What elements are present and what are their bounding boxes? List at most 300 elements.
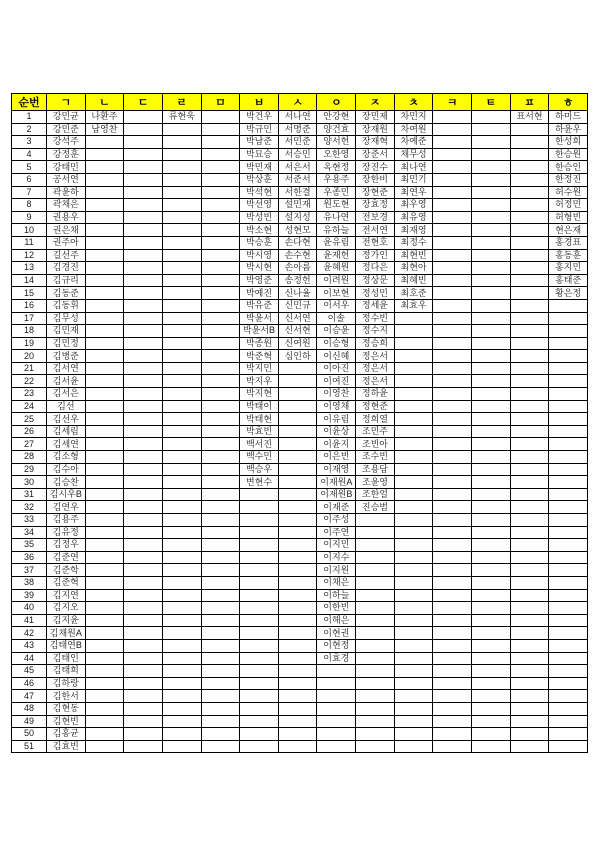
name-cell: [356, 639, 395, 652]
name-cell: [85, 186, 124, 199]
table-row: [12, 539, 588, 552]
name-cell: [356, 677, 395, 690]
name-cell: [510, 224, 549, 237]
name-cell: 정다은: [356, 262, 395, 275]
name-cell: [124, 173, 163, 186]
name-cell: [85, 715, 124, 728]
name-cell: [85, 627, 124, 640]
name-cell: 김준연: [47, 551, 86, 564]
table-row: [12, 350, 588, 363]
name-cell: 서승민: [278, 148, 317, 161]
name-cell: [549, 564, 588, 577]
row-number-cell: 31: [12, 488, 47, 501]
name-cell: [433, 325, 472, 338]
name-cell: [433, 211, 472, 224]
name-cell: 조윤영: [356, 476, 395, 489]
name-cell: [124, 161, 163, 174]
name-cell: [162, 614, 201, 627]
row-number-cell: 7: [12, 186, 47, 199]
name-cell: [278, 514, 317, 527]
table-row: [12, 576, 588, 589]
name-cell: 홍동훈: [549, 249, 588, 262]
name-cell: [124, 652, 163, 665]
name-cell: [549, 388, 588, 401]
name-cell: [472, 123, 511, 136]
name-cell: [201, 325, 240, 338]
name-cell: [201, 274, 240, 287]
row-number-cell: 51: [12, 740, 47, 753]
name-cell: 강정훈: [47, 148, 86, 161]
name-cell: 이해은: [317, 614, 356, 627]
name-cell: [124, 400, 163, 413]
name-cell: [240, 526, 279, 539]
name-cell: [162, 690, 201, 703]
row-number-cell: 50: [12, 728, 47, 741]
name-cell: 김규리: [47, 274, 86, 287]
name-cell: [162, 375, 201, 388]
name-cell: [278, 614, 317, 627]
name-cell: [394, 526, 433, 539]
name-cell: [85, 325, 124, 338]
name-cell: 김현빈: [47, 715, 86, 728]
name-cell: 손아름: [278, 262, 317, 275]
name-cell: 류현욱: [162, 111, 201, 124]
name-cell: [278, 690, 317, 703]
name-cell: [472, 715, 511, 728]
name-cell: [433, 287, 472, 300]
row-number-cell: 29: [12, 463, 47, 476]
name-cell: 김동휘: [47, 299, 86, 312]
row-number-cell: 42: [12, 627, 47, 640]
name-cell: [201, 362, 240, 375]
name-cell: [85, 665, 124, 678]
name-cell: 김민정: [47, 337, 86, 350]
name-cell: 박시현: [240, 262, 279, 275]
table-row: [12, 425, 588, 438]
name-cell: 서명준: [278, 123, 317, 136]
name-cell: [85, 173, 124, 186]
name-cell: [394, 576, 433, 589]
name-cell: [278, 438, 317, 451]
name-cell: [240, 627, 279, 640]
name-cell: [201, 602, 240, 615]
name-cell: [124, 690, 163, 703]
name-cell: 한승원: [549, 148, 588, 161]
name-cell: [278, 388, 317, 401]
name-cell: [201, 690, 240, 703]
name-cell: [201, 576, 240, 589]
name-cell: 김용주: [47, 514, 86, 527]
name-cell: 백서진: [240, 438, 279, 451]
name-cell: [240, 488, 279, 501]
table-row: [12, 476, 588, 489]
name-cell: [240, 551, 279, 564]
name-cell: [549, 488, 588, 501]
name-cell: [124, 576, 163, 589]
name-cell: [124, 148, 163, 161]
name-cell: [162, 186, 201, 199]
row-number-cell: 40: [12, 602, 47, 615]
table-row: [12, 589, 588, 602]
name-cell: [394, 350, 433, 363]
name-cell: [433, 350, 472, 363]
name-cell: 우용주: [317, 173, 356, 186]
name-cell: 현은재: [549, 224, 588, 237]
name-cell: 서한결: [278, 186, 317, 199]
name-cell: [162, 627, 201, 640]
name-cell: 장진수: [356, 161, 395, 174]
table-row: [12, 236, 588, 249]
name-cell: [549, 602, 588, 615]
name-cell: [394, 702, 433, 715]
table-row: [12, 564, 588, 577]
name-cell: [85, 702, 124, 715]
name-cell: 김태희: [47, 665, 86, 678]
name-cell: [124, 249, 163, 262]
name-cell: [240, 564, 279, 577]
name-cell: 정상문: [356, 274, 395, 287]
name-cell: [510, 274, 549, 287]
name-cell: 조민주: [356, 425, 395, 438]
name-cell: [433, 602, 472, 615]
name-cell: [472, 388, 511, 401]
name-cell: [124, 740, 163, 753]
name-cell: 백승우: [240, 463, 279, 476]
name-cell: [124, 476, 163, 489]
name-cell: 옥현정: [317, 161, 356, 174]
name-cell: [85, 514, 124, 527]
name-cell: [278, 400, 317, 413]
table-row: [12, 740, 588, 753]
table-row: [12, 249, 588, 262]
name-cell: 변현수: [240, 476, 279, 489]
name-cell: 표서현: [510, 111, 549, 124]
name-cell: 김무성: [47, 312, 86, 325]
name-cell: 허정민: [549, 199, 588, 212]
table-row: [12, 400, 588, 413]
name-cell: [201, 136, 240, 149]
row-number-cell: 32: [12, 501, 47, 514]
row-number-cell: 13: [12, 262, 47, 275]
name-cell: 이한빈: [317, 602, 356, 615]
name-cell: [510, 438, 549, 451]
name-cell: 최연우: [394, 186, 433, 199]
name-cell: [201, 199, 240, 212]
row-number-cell: 35: [12, 539, 47, 552]
name-cell: [162, 514, 201, 527]
name-cell: [124, 211, 163, 224]
name-cell: [85, 274, 124, 287]
column-header-6: ㅂ: [240, 94, 279, 111]
name-cell: [162, 526, 201, 539]
column-header-4: ㄹ: [162, 94, 201, 111]
roster-table-body: [12, 111, 588, 753]
name-cell: [510, 236, 549, 249]
name-cell: 이영채: [317, 400, 356, 413]
name-cell: 허수원: [549, 186, 588, 199]
name-cell: 최현아: [394, 262, 433, 275]
name-cell: 곽윤하: [47, 186, 86, 199]
name-cell: [124, 337, 163, 350]
name-cell: [124, 375, 163, 388]
name-cell: [472, 677, 511, 690]
name-cell: [162, 564, 201, 577]
name-cell: [356, 514, 395, 527]
name-cell: [549, 589, 588, 602]
name-cell: [433, 576, 472, 589]
name-cell: 장재혁: [356, 136, 395, 149]
name-cell: 이효경: [317, 652, 356, 665]
name-cell: 김태연B: [47, 639, 86, 652]
name-cell: 차예준: [394, 136, 433, 149]
name-cell: 김세연: [47, 438, 86, 451]
name-cell: [394, 715, 433, 728]
name-cell: [472, 400, 511, 413]
name-cell: [549, 362, 588, 375]
name-cell: [317, 665, 356, 678]
name-cell: [162, 400, 201, 413]
name-cell: 최현빈: [394, 249, 433, 262]
name-cell: 장한비: [356, 173, 395, 186]
name-cell: [162, 665, 201, 678]
row-number-cell: 18: [12, 325, 47, 338]
name-cell: 이재원A: [317, 476, 356, 489]
name-cell: 김연우: [47, 501, 86, 514]
name-cell: 신서연: [278, 312, 317, 325]
name-cell: [85, 425, 124, 438]
table-row: [12, 337, 588, 350]
name-cell: 길선주: [47, 249, 86, 262]
name-cell: [433, 375, 472, 388]
name-cell: [472, 476, 511, 489]
name-cell: [201, 312, 240, 325]
name-cell: 이재준: [317, 501, 356, 514]
name-cell: 김지윤: [47, 614, 86, 627]
name-cell: [240, 715, 279, 728]
name-cell: [549, 501, 588, 514]
name-cell: [201, 476, 240, 489]
row-number-cell: 14: [12, 274, 47, 287]
name-cell: 김홍균: [47, 728, 86, 741]
row-number-cell: 47: [12, 690, 47, 703]
row-number-cell: 41: [12, 614, 47, 627]
name-cell: 이재원B: [317, 488, 356, 501]
name-cell: [394, 463, 433, 476]
name-cell: [162, 123, 201, 136]
name-cell: [510, 123, 549, 136]
name-cell: [394, 501, 433, 514]
name-cell: 정승희: [356, 337, 395, 350]
name-cell: [240, 614, 279, 627]
name-cell: [162, 463, 201, 476]
name-cell: [162, 350, 201, 363]
name-cell: 정수빈: [356, 312, 395, 325]
name-cell: 김채원A: [47, 627, 86, 640]
name-cell: [433, 161, 472, 174]
name-cell: [162, 576, 201, 589]
name-cell: [472, 211, 511, 224]
name-cell: 설지성: [278, 211, 317, 224]
name-cell: 심인하: [278, 350, 317, 363]
row-number-cell: 33: [12, 514, 47, 527]
name-cell: [162, 639, 201, 652]
name-cell: 정세윤: [356, 299, 395, 312]
roster-table-head: [12, 94, 588, 111]
name-cell: 김병준: [47, 350, 86, 363]
name-cell: [549, 438, 588, 451]
name-cell: [472, 136, 511, 149]
name-cell: [394, 325, 433, 338]
name-cell: [472, 652, 511, 665]
name-cell: [394, 312, 433, 325]
name-cell: [278, 652, 317, 665]
name-cell: [201, 438, 240, 451]
name-cell: [162, 677, 201, 690]
column-header-12: ㅌ: [472, 94, 511, 111]
name-cell: [124, 413, 163, 426]
name-cell: [510, 715, 549, 728]
row-number-cell: 26: [12, 425, 47, 438]
name-cell: [85, 136, 124, 149]
name-cell: [510, 589, 549, 602]
name-cell: [510, 148, 549, 161]
name-cell: [162, 413, 201, 426]
name-cell: [549, 728, 588, 741]
name-cell: [356, 627, 395, 640]
table-row: [12, 702, 588, 715]
name-cell: 홍경표: [549, 236, 588, 249]
name-cell: 박석현: [240, 186, 279, 199]
name-cell: [240, 677, 279, 690]
column-header-3: ㄷ: [124, 94, 163, 111]
name-cell: [201, 451, 240, 464]
name-cell: [510, 451, 549, 464]
name-cell: [549, 652, 588, 665]
column-header-5: ㅁ: [201, 94, 240, 111]
name-cell: [162, 501, 201, 514]
name-cell: [240, 539, 279, 552]
name-cell: 정은서: [356, 375, 395, 388]
name-cell: [549, 627, 588, 640]
name-cell: [433, 665, 472, 678]
name-cell: [85, 400, 124, 413]
name-cell: 공서연: [47, 173, 86, 186]
name-cell: 우종민: [317, 186, 356, 199]
name-cell: [162, 728, 201, 741]
column-header-8: ㅇ: [317, 94, 356, 111]
header-row: [12, 94, 588, 111]
name-cell: [549, 740, 588, 753]
name-cell: 이솔: [317, 312, 356, 325]
name-cell: [433, 425, 472, 438]
name-cell: [317, 728, 356, 741]
name-cell: 김시우B: [47, 488, 86, 501]
name-cell: [124, 199, 163, 212]
name-cell: 차여원: [394, 123, 433, 136]
name-cell: [317, 690, 356, 703]
name-cell: [433, 413, 472, 426]
name-cell: [394, 488, 433, 501]
name-cell: 장준서: [356, 148, 395, 161]
name-cell: 박건우: [240, 111, 279, 124]
name-cell: 홍태준: [549, 274, 588, 287]
name-cell: [124, 551, 163, 564]
name-cell: [85, 614, 124, 627]
name-cell: [201, 413, 240, 426]
table-row: [12, 488, 588, 501]
table-row: [12, 526, 588, 539]
name-cell: 김경진: [47, 262, 86, 275]
name-cell: [124, 639, 163, 652]
name-cell: [124, 274, 163, 287]
name-cell: [394, 614, 433, 627]
name-cell: [124, 728, 163, 741]
name-cell: 윤유림: [317, 236, 356, 249]
row-number-cell: 17: [12, 312, 47, 325]
name-cell: 김서연: [47, 362, 86, 375]
name-cell: [240, 589, 279, 602]
name-cell: 신여원: [278, 337, 317, 350]
name-cell: 김소형: [47, 451, 86, 464]
name-cell: [433, 111, 472, 124]
name-cell: [433, 589, 472, 602]
name-cell: [433, 526, 472, 539]
name-cell: [162, 476, 201, 489]
name-cell: [472, 514, 511, 527]
name-cell: [162, 211, 201, 224]
name-cell: 한승인: [549, 161, 588, 174]
name-cell: 김정우: [47, 539, 86, 552]
name-cell: [162, 589, 201, 602]
name-cell: [472, 148, 511, 161]
row-number-cell: 20: [12, 350, 47, 363]
name-cell: [85, 375, 124, 388]
name-cell: [278, 463, 317, 476]
name-cell: [85, 564, 124, 577]
name-cell: [201, 728, 240, 741]
name-cell: [549, 690, 588, 703]
name-cell: 정은서: [356, 350, 395, 363]
name-cell: [472, 186, 511, 199]
name-cell: [510, 564, 549, 577]
name-cell: [510, 413, 549, 426]
name-cell: [394, 362, 433, 375]
name-cell: [201, 161, 240, 174]
name-cell: [201, 148, 240, 161]
name-cell: [278, 627, 317, 640]
name-cell: 이현권: [317, 627, 356, 640]
name-cell: 채무성: [394, 148, 433, 161]
name-cell: [510, 690, 549, 703]
name-cell: 이채은: [317, 576, 356, 589]
name-cell: 박규민: [240, 123, 279, 136]
name-cell: 곽채은: [47, 199, 86, 212]
name-cell: [472, 551, 511, 564]
name-cell: 윤혜원: [317, 262, 356, 275]
name-cell: 권주아: [47, 236, 86, 249]
column-header-11: ㅋ: [433, 94, 472, 111]
name-cell: 박상훈: [240, 173, 279, 186]
name-cell: 김서은: [47, 388, 86, 401]
name-cell: 박윤서: [240, 312, 279, 325]
name-cell: [356, 551, 395, 564]
name-cell: [433, 274, 472, 287]
row-number-cell: 8: [12, 199, 47, 212]
name-cell: 박준혁: [240, 350, 279, 363]
row-number-cell: 2: [12, 123, 47, 136]
name-cell: [201, 249, 240, 262]
name-cell: [433, 715, 472, 728]
